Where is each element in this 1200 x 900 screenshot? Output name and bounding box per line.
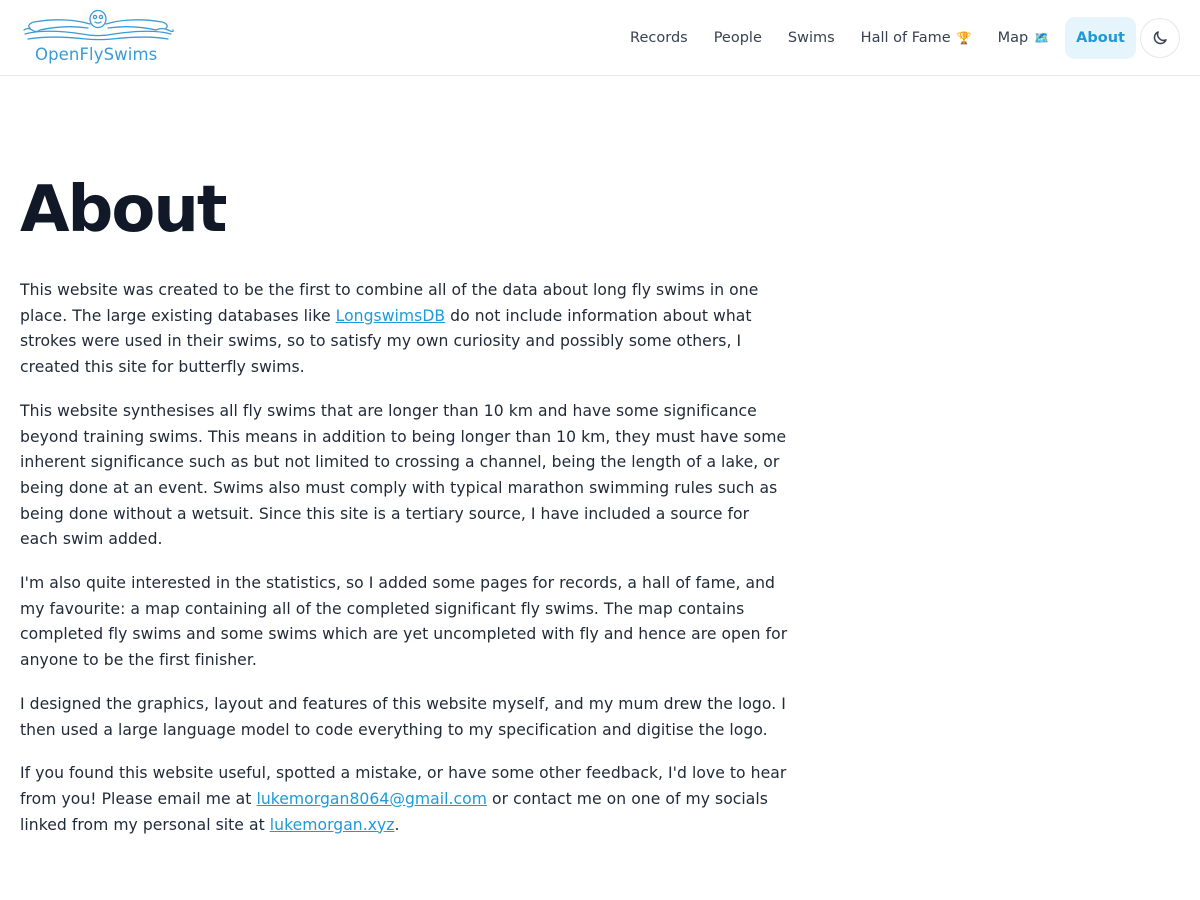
email-link[interactable]: lukemorgan8064@gmail.com [256, 789, 487, 808]
nav-map[interactable] [985, 17, 1063, 59]
design-paragraph: I designed the graphics, layout and features of this website myself, and my mum drew the logo. I then used a large language model to code everything to my specification and digitise the logo. [20, 694, 786, 739]
personal-site-link[interactable]: lukemorgan.xyz [269, 815, 395, 834]
theme-toggle-button[interactable] [1140, 18, 1180, 58]
contact-paragraph [20, 761, 790, 838]
nav-records[interactable] [617, 17, 701, 59]
nav-people-label: People [713, 30, 762, 46]
nav-people[interactable] [701, 17, 775, 59]
nav-swims[interactable] [775, 17, 848, 59]
contact-text-end: . [394, 815, 400, 834]
nav-map-label: Map [997, 30, 1029, 46]
map-icon: 🗺️ [1034, 31, 1050, 45]
intro-paragraph [20, 278, 790, 381]
page-title: About [20, 173, 226, 247]
about-content [20, 168, 790, 856]
intro-text-end: do not include information about what strokes were used in their swims, so to satisfy my own curiosity and possibly some others, I created this site for butterfly swims. [20, 306, 752, 377]
nav-about-label: About [1076, 30, 1125, 46]
nav-swims-label: Swims [787, 30, 835, 46]
moon-icon [1151, 29, 1169, 47]
nav-hall-of-fame-label: Hall of Fame [860, 30, 951, 46]
swimmer-logo-icon [22, 8, 174, 48]
main-nav [617, 17, 1180, 59]
nav-about[interactable] [1065, 17, 1136, 59]
contact-text-middle: or contact me on one of my socials linked from my personal site at [20, 789, 768, 834]
contact-text-start: If you found this website useful, spotted a mistake, or have some other feedback, I'd love to hear from you! Please email me at [20, 764, 787, 808]
site-header [0, 0, 1200, 76]
trophy-icon: 🏆 [956, 31, 972, 45]
intro-text-start: This website was created to be the first to combine all of the data about long fly swims in one place. The large existing databases like [20, 281, 759, 325]
logo-text: OpenFlySwims [35, 45, 158, 64]
criteria-paragraph: This website synthesises all fly swims that are longer than 10 km and have some significance beyond training swims. This means in addition to being longer than 10 km, they must have some inherent significance such as but not limited to crossing a channel, being the length of a lake, or being done at an event. Swims also must comply with typical marathon swimming rules such as being done without a wetsuit. Since this site is a tertiary source, I have included a source for each swim added. [20, 401, 787, 549]
nav-hall-of-fame[interactable] [848, 17, 985, 59]
site-logo[interactable] [22, 8, 174, 68]
longswimsdb-link[interactable]: LongswimsDB [335, 306, 446, 325]
nav-records-label: Records [630, 30, 688, 46]
statistics-paragraph: I'm also quite interested in the statistics, so I added some pages for records, a hall of fame, and my favourite: a map containing all of the completed significant fly swims. The map contains completed fly swims and some swims which are yet uncompleted with fly and hence are open for anyone to be the first finisher. [20, 574, 788, 670]
